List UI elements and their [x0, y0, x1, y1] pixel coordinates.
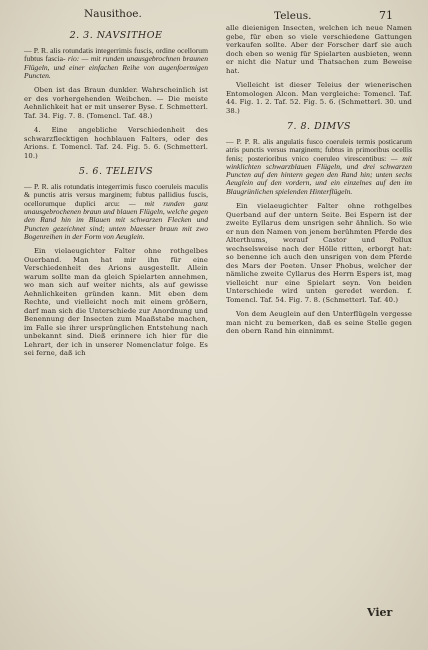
latin-text: — P. R. alis rotundatis integerrimis fusco coeruleis maculis & punctis atris versus marginem; fubtus pallidius fuscis, ocellorumque duplici arcu: — [24, 182, 208, 208]
left-column — [24, 30, 208, 364]
latin-description-teleius — [24, 183, 208, 241]
latin-text: — P. R. alis rotundatis integerrimis fuscis, ordine ocellorum fubtus fascia- — [24, 46, 208, 64]
latin-description-nausithoe — [24, 47, 208, 80]
paragraph-continuation: alle dieienigen Insecten, welchen ich neue Namen gebe, für eben so viele verschiedene Gattungen verkaufen sollte. Aber der Forscher darf sie auch doch eben so wenig für Spielarten ausbieten, wenn er nicht die Natur und Thatsachen zum Beweise hat. — [226, 24, 412, 75]
latin-translation: rio: — mit runden unausgebrochnen braunen Flügeln, und einer einfachen Reihe von augenfoermigen Puncten. — [24, 54, 208, 80]
latin-text: — P. P. R. alis angulatis fusco coeruleis termis posticarum atris punctis versus marginem; fubtus in primoribus ocellis fenis; posterioribus vnico coeruleo virescentibus: — [226, 137, 412, 163]
paragraph-eyespot-note: Von dem Aeuglein auf den Unterflügeln vergesse man nicht zu bemerken, daß es seine Stelle gegen den obern Rand hin einnimmt. — [226, 310, 412, 336]
section-heading-teleius: 5. 6. TELEIVS — [78, 166, 154, 178]
right-column — [226, 24, 412, 342]
catchword: Vier — [367, 606, 393, 619]
page-number: 71 — [379, 9, 393, 22]
latin-translation: — mit runden ganz unausgebrochenen braun und blauen Flügeln, welche gegen den Rand hin im Blauen mit schwarzen Flecken und Puncten gezeichnet sind; unten blaesser braun mit zwo Bogenreihen in der Form von Aeuglein. — [24, 198, 208, 241]
section-heading-dimus: 7. 8. DIMVS — [286, 121, 352, 132]
running-head-right: Teleus. — [274, 10, 312, 22]
paragraph-teleius-discussion: Ein vielaeugichter Falter ohne rothgelbes Ouerband. Man hat mir ihn für eine Verschiedenheit des Arions ausgestellt. Allein warum sollte man da gleich Spielarten annehmen, wo man sich auf weiter nichts, als auf gewisse Aehnlichkeiten gründen kann. Mit eben dem Rechte, und vielleicht noch mit einem größern, darf man sich die Unterschiede zur Anordnung und Benennung der Insecten zum Maaßstabe machen, im Falle sie ihrer ursprünglichen Entstehung nach unbekannt sind. Dieß erinnere ich hier für die Lehrart, der ich in unserer Nomenclatur folge. Es sei ferne, daß ich — [24, 247, 208, 358]
running-head-left: Nausithoe. — [84, 8, 142, 20]
latin-description-dimus — [226, 138, 412, 196]
paragraph-alcon-comparison: Vielleicht ist dieser Teleius der wienerischen Entomologen Alcon. Man vergleiche: Tomencl. Taf. 44. Fig. 1. 2. Taf. 52. Fig. 5. 6. (Schmetterl. 30. und 38.) — [226, 81, 412, 115]
paragraph-arion-variety: 4. Eine angebliche Verschiedenheit des schwarzflecktigen hochblauen Falters, oder des Arions. f. Tomencl. Taf. 24. Fig. 5. 6. (Schmetterl. 10.) — [24, 126, 208, 160]
paragraph-nausithoe-note: Oben ist das Braun dunkler. Wahrscheinlich ist er des vorhergehenden Weibchen. — Die meiste Aehnlichkeit hat er mit unserer Byse. f. Schmetterl. Taf. 34. Fig. 7. 8. (Tomencl. Taf. 48.) — [24, 86, 208, 120]
running-head — [0, 8, 428, 24]
paragraph-dimus-discussion: Ein vielaeugichter Falter ohne rothgelbes Querband auf der untern Seite. Bei Espern ist der zweite Eyllarus dem unsrigen sehr ähnlich. So wie er nun den Namen von jenem berühmten Pferde des Alterthums, worauf Castor und Pollux wechselsweise nach der Hölle ritten, erborgt hat: so benenne ich auch den unsrigen von dem Pferde des Mars der Poeten. Unser Phobus, welcher der nämliche zweite Cyllarus des Herrn Espers ist, mag vielleicht nur eine Spielart seyn. Von beiden Unterschiede wird unten geredet werden. f. Tomencl. Taf. 54. Fig. 7. 8. (Schmetterl. Taf. 40.) — [226, 202, 412, 304]
section-heading-nausithoe: 2. 3. NAVSITHOE — [69, 30, 163, 41]
latin-translation: — mit winklichten schwarzblauen Flügeln, und drei schwarzen Puncten auf den hintern gegen den Rand hin; unten sechs Aeuglein auf den vordern, und ein einzelnes auf den im Blaugrünlichen spielenden Hinterflügeln. — [226, 153, 412, 196]
